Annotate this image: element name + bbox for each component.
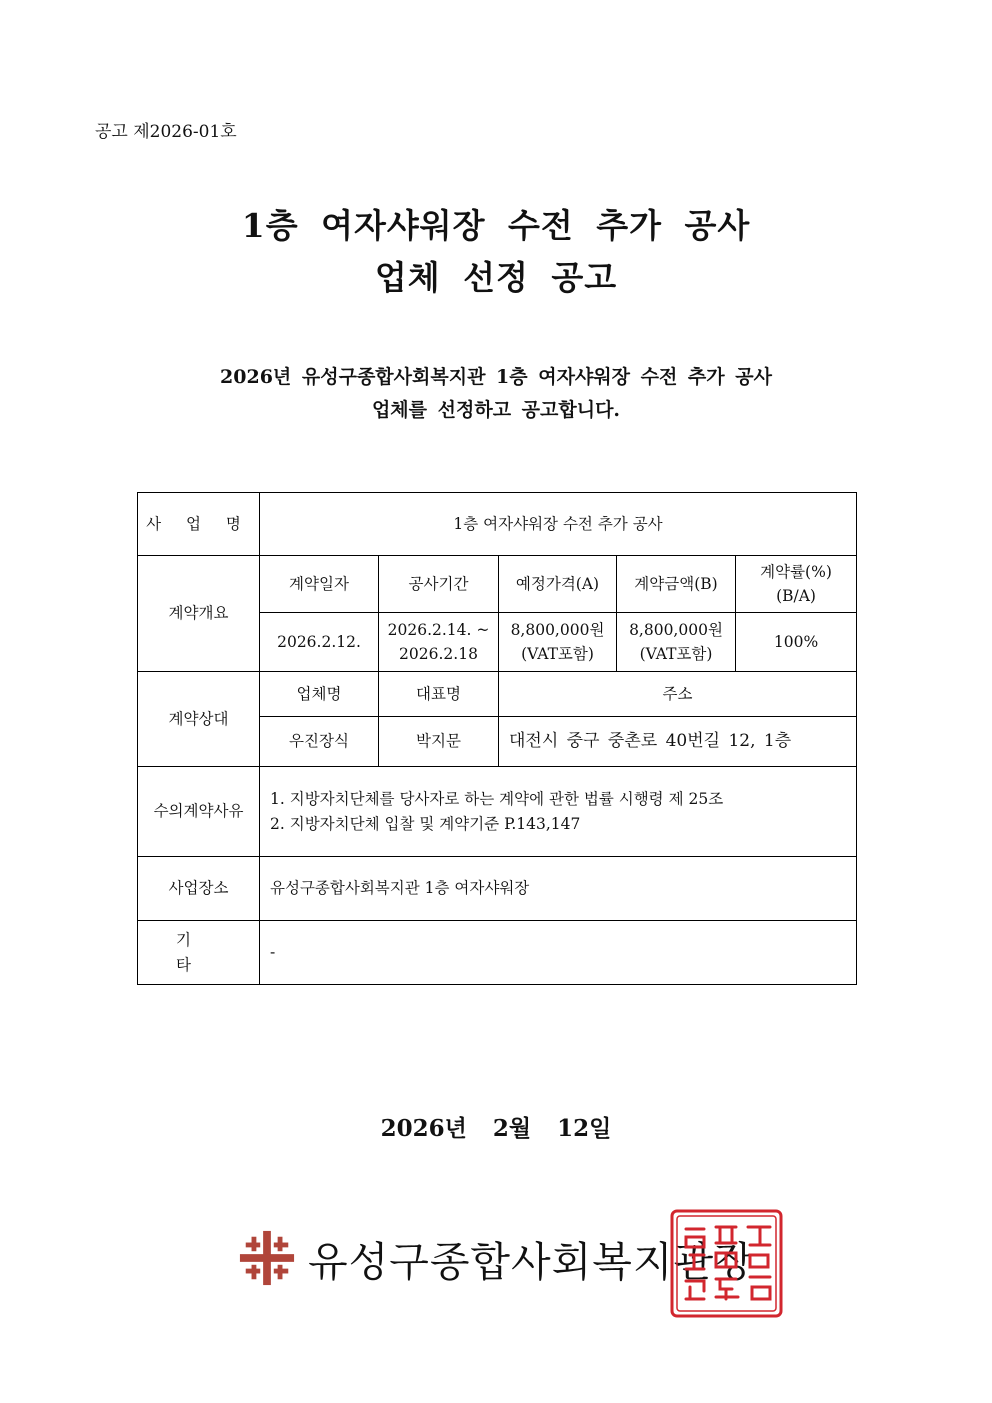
notice-number: 공고 제2026-01호 — [95, 122, 237, 142]
contract-date-value: 2026.2.12. — [260, 613, 379, 672]
reason-item-1: 1. 지방자치단체를 당사자로 하는 계약에 관한 법률 시행령 제 25조 — [270, 790, 724, 809]
contract-rate-header-line2: (B/A) — [776, 587, 816, 605]
company-header: 업체명 — [260, 672, 379, 717]
reason-label: 수의계약사유 — [138, 767, 260, 857]
estimate-price-amount: 8,800,000원 — [510, 620, 605, 639]
contract-rate-value: 100% — [736, 613, 857, 672]
intro-line1: 2026년 유성구종합사회복지관 1층 여자샤워장 수전 추가 공사 — [220, 366, 772, 388]
title-line2: 업체 선정 공고 — [374, 258, 618, 297]
contract-amount-value — [617, 613, 736, 672]
organization-name: 유성구종합사회복지관장 — [308, 1237, 755, 1286]
contract-rate-header-line1: 계약률(%) — [760, 562, 832, 581]
announcement-date: 2026년 2월 12일 — [380, 1115, 612, 1142]
construction-period-header: 공사기간 — [379, 556, 499, 613]
official-seal-icon — [668, 1207, 785, 1320]
project-value: 1층 여자샤워장 수전 추가 공사 — [260, 493, 857, 556]
contract-amount-header: 계약금액(B) — [617, 556, 736, 613]
construction-period-end: 2026.2.18 — [399, 645, 478, 663]
address-header: 주소 — [499, 672, 857, 717]
representative-value: 박지문 — [379, 717, 499, 767]
contract-amount-vat: (VAT포함) — [639, 645, 713, 663]
location-value: 유성구종합사회복지관 1층 여자샤워장 — [260, 857, 857, 921]
other-label: 기 타 — [138, 921, 260, 985]
estimate-price-header: 예정가격(A) — [499, 556, 617, 613]
reason-value — [260, 767, 857, 857]
reason-item-2: 2. 지방자치단체 입찰 및 계약기준 P.143,147 — [270, 814, 581, 833]
estimate-price-vat: (VAT포함) — [521, 645, 594, 663]
location-label: 사업장소 — [138, 857, 260, 921]
project-label: 사 업 명 — [138, 493, 260, 556]
contract-rate-header — [736, 556, 857, 613]
company-value: 우진장식 — [260, 717, 379, 767]
representative-header: 대표명 — [379, 672, 499, 717]
caritas-logo-icon — [238, 1229, 296, 1287]
construction-period-value — [379, 613, 499, 672]
construction-period-start: 2026.2.14. ~ — [387, 620, 490, 639]
counterparty-label: 계약상대 — [138, 672, 260, 767]
contract-date-header: 계약일자 — [260, 556, 379, 613]
contract-info-table — [137, 492, 857, 985]
estimate-price-value — [499, 613, 617, 672]
intro-line2: 업체를 선정하고 공고합니다. — [371, 399, 621, 421]
contract-summary-label: 계약개요 — [138, 556, 260, 672]
title-line1: 1층 여자샤워장 수전 추가 공사 — [241, 206, 751, 245]
contract-amount-amount: 8,800,000원 — [629, 620, 723, 639]
address-value: 대전시 중구 중촌로 40번길 12, 1층 — [499, 717, 857, 767]
other-value: - — [260, 921, 857, 985]
